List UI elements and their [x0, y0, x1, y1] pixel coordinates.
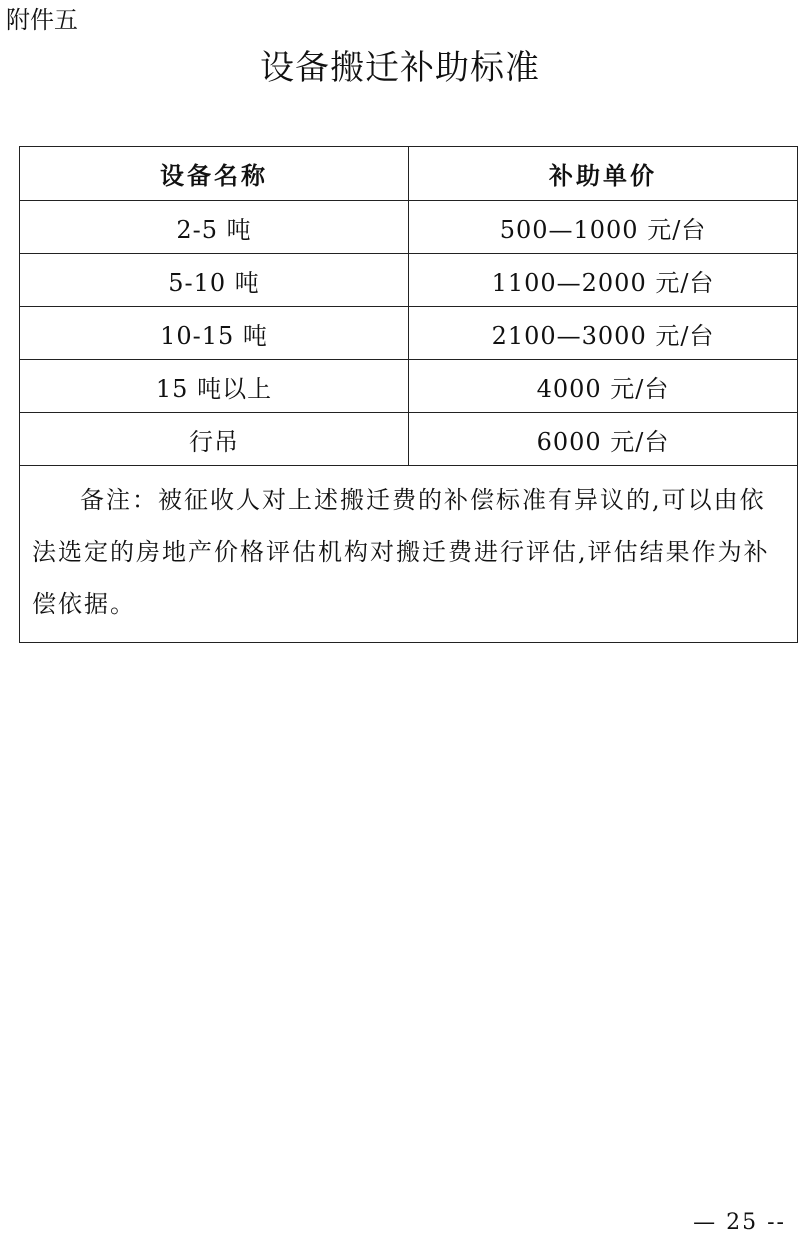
column-header-unit-subsidy: 补助单价 [409, 147, 798, 201]
table-row [20, 201, 798, 254]
unit-subsidy-cell: 2100—3000 元/台 [409, 307, 798, 360]
unit-subsidy-cell: 1100—2000 元/台 [409, 254, 798, 307]
remark-row [20, 466, 798, 643]
equipment-name-cell: 15 吨以上 [20, 360, 409, 413]
attachment-label: 附件五 [6, 6, 78, 34]
remark-text: 备注：被征收人对上述搬迁费的补偿标准有异议的,可以由依法选定的房地产价格评估机构对搬迁费进行评估,评估结果作为补偿依据。 [32, 486, 770, 618]
unit-subsidy-cell: 500—1000 元/台 [409, 201, 798, 254]
table-row [20, 360, 798, 413]
page-number: — 25 -- [693, 1210, 786, 1235]
document-title: 设备搬迁补助标准 [260, 48, 540, 88]
table-header-row [20, 147, 798, 201]
remark-cell [20, 466, 798, 643]
equipment-name-cell: 行吊 [20, 413, 409, 466]
table-row [20, 307, 798, 360]
subsidy-table [19, 146, 798, 643]
unit-subsidy-cell: 6000 元/台 [409, 413, 798, 466]
unit-subsidy-cell: 4000 元/台 [409, 360, 798, 413]
equipment-name-cell: 10-15 吨 [20, 307, 409, 360]
column-header-equipment-name: 设备名称 [20, 147, 409, 201]
table-row [20, 413, 798, 466]
equipment-name-cell: 2-5 吨 [20, 201, 409, 254]
equipment-name-cell: 5-10 吨 [20, 254, 409, 307]
table-row [20, 254, 798, 307]
